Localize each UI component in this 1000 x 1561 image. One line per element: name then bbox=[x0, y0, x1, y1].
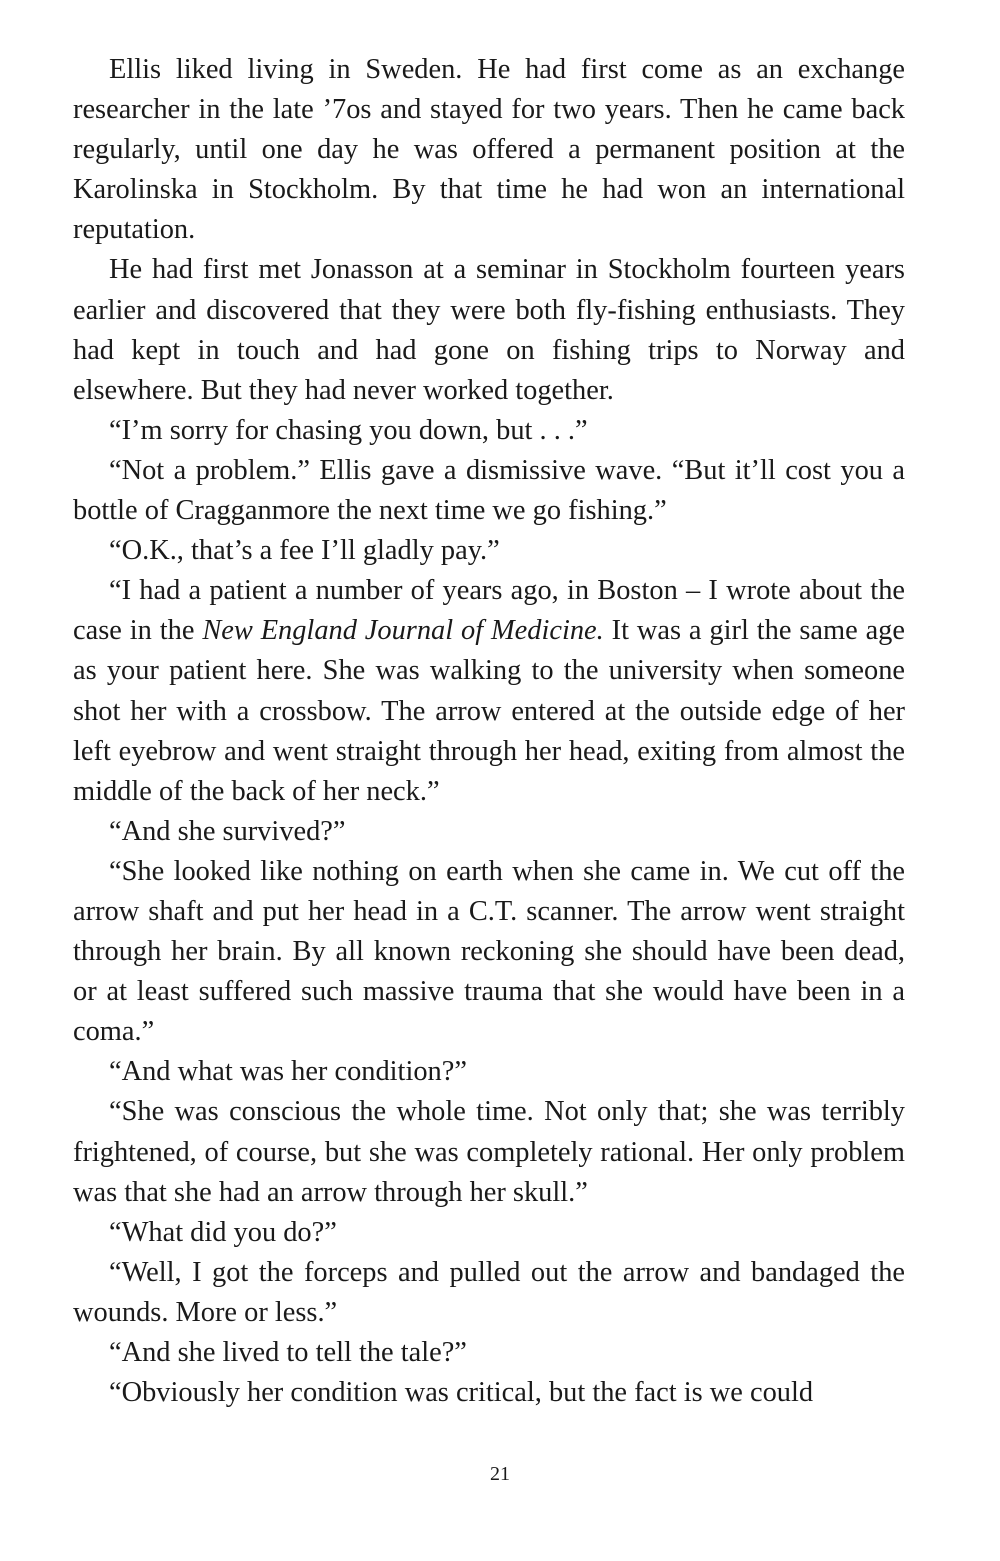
paragraph: “And she lived to tell the tale?” bbox=[109, 1337, 467, 1368]
body-text bbox=[73, 50, 905, 1413]
journal-title: New England Journal of Medicine. bbox=[202, 615, 604, 647]
paragraph: “I’m sorry for chasing you down, but . . .” bbox=[109, 414, 588, 446]
paragraph: He had first met Jonasson at a seminar in Stockholm fourteen years earlier and discovered that they were both fly-fishing enthusiasts. They had kept in touch and had gone on fishing trips to Norway and elsewhere. But they had never worked together. bbox=[73, 254, 905, 406]
paragraph: “Not a problem.” Ellis gave a dismissive wave. “But it’ll cost you a bottle of Cragganmore the next time we go fishing.” bbox=[73, 454, 905, 527]
paragraph: “And she survived?” bbox=[109, 815, 346, 847]
paragraph: “She was conscious the whole time. Not only that; she was terribly frightened, of course, but she was completely rational. Her only problem was that she had an arrow through her skull.” bbox=[73, 1096, 905, 1208]
paragraph: “What did you do?” bbox=[109, 1216, 337, 1248]
paragraph-text: It was a girl the same age as your patient here. She was walking to the university when someone shot her with a crossbow. The arrow entered at the outside edge of her left eyebrow and went straight through her head, exiting from almost the middle of the back of her neck.” bbox=[73, 615, 905, 807]
page-number: 21 bbox=[490, 1463, 510, 1485]
paragraph: “Obviously her condition was critical, but the fact is we could bbox=[109, 1377, 814, 1409]
paragraph: Ellis liked living in Sweden. He had first come as an exchange researcher in the late ’7os and stayed for two years. Then he came back regularly, until one day he was offered a permanent position at the Karolinska in Stockholm. By that time he had won an international reputation. bbox=[73, 54, 905, 246]
paragraph-text: “I had a patient a number of years ago, in Boston – I wrote about the case in the bbox=[73, 575, 905, 647]
paragraph bbox=[73, 571, 905, 812]
paragraph: “And what was her condition?” bbox=[109, 1056, 467, 1088]
paragraph: “She looked like nothing on earth when she came in. We cut off the arrow shaft and put her head in a C.T. scanner. The arrow went straight through her brain. By all known reckoning she should have been dead, or at least suffered such massive trauma that she would have been in a coma.” bbox=[73, 855, 905, 1048]
paragraph: “Well, I got the forceps and pulled out the arrow and bandaged the wounds. More or less.” bbox=[73, 1256, 905, 1328]
paragraph: “O.K., that’s a fee I’ll gladly pay.” bbox=[109, 535, 500, 567]
